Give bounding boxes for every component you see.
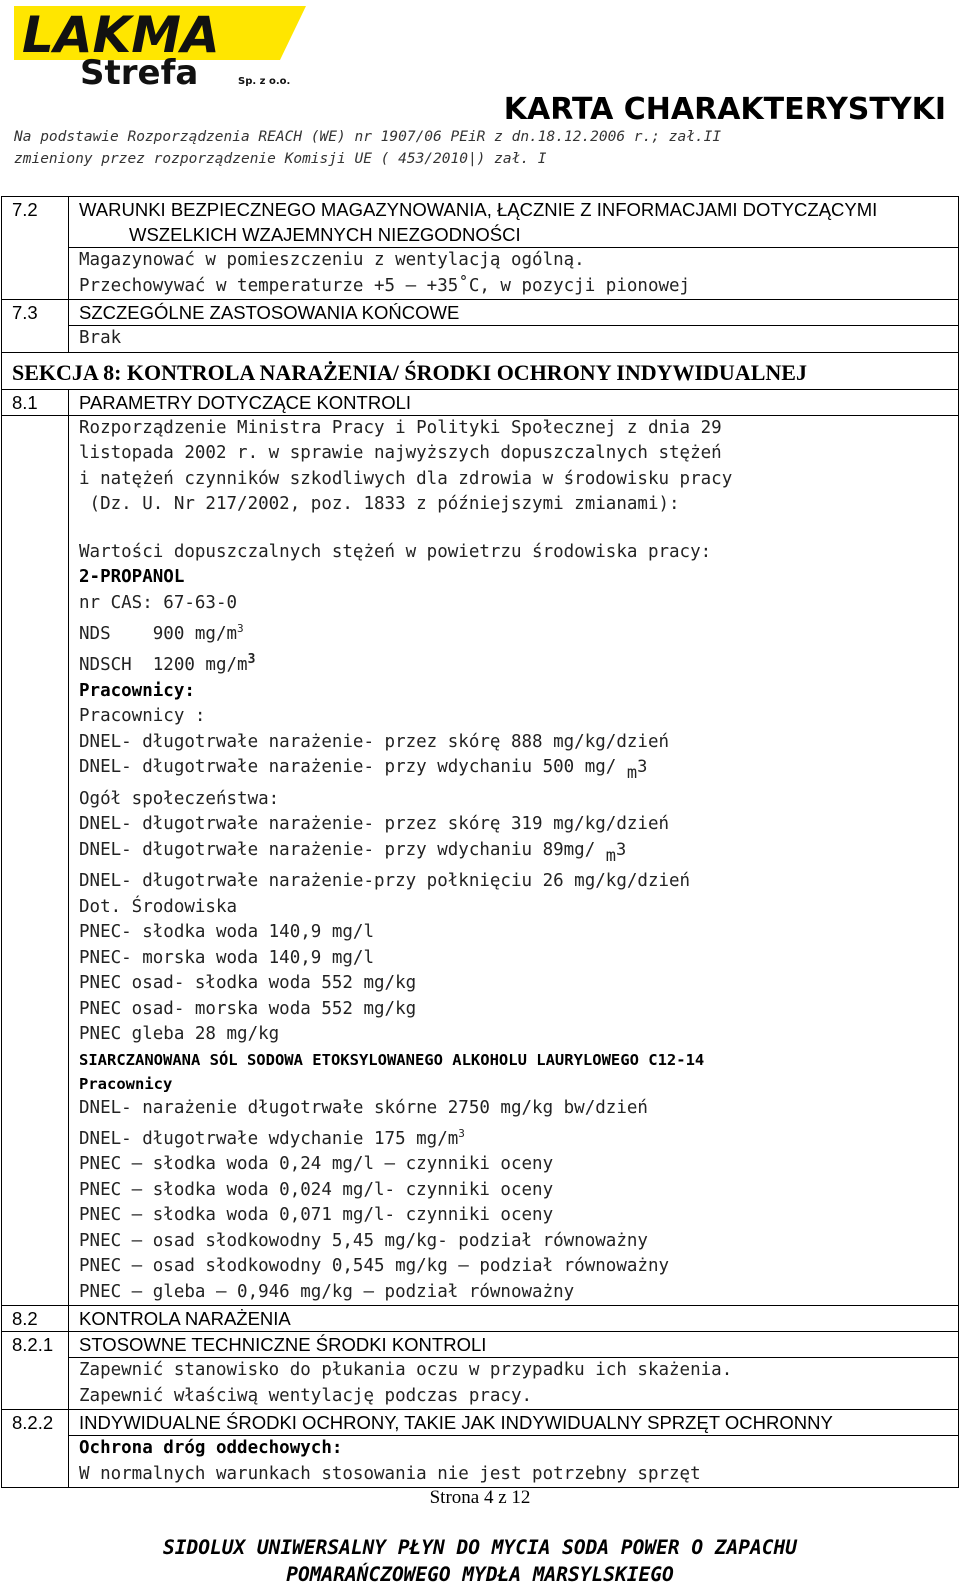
regulation-text-line: (Dz. U. Nr 217/2002, poz. 1833 z późniejszymi zmianami): (79, 494, 680, 514)
section-content (69, 415, 959, 1306)
section-content-8-2-2 (2, 1436, 959, 1488)
logo-sub-text: Strefa (80, 53, 199, 90)
nds-text: NDS 900 mg/m (79, 623, 238, 644)
regulation-text-line: i natężeń czynników szkodliwych dla zdrowia w środowisku pracy (79, 468, 733, 489)
section-content-8-1 (2, 415, 959, 1306)
environment-label: Dot. Środowiska (79, 896, 238, 917)
regulation-line-2: zmieniony przez rozporządzenie Komisji UE ( 453/2010|) zał. I (14, 151, 547, 167)
dnel-line: DNEL- narażenie długotrwałe skórne 2750 mg/kg bw/dzień (79, 1097, 648, 1118)
substance-name: SIARCZANOWANA SÓL SODOWA ETOKSYLOWANEGO ALKOHOLU LAURYLOWEGO C12-14 (79, 1050, 705, 1069)
section-row-8-2-2 (2, 1410, 959, 1436)
dnel-line (79, 838, 958, 864)
section-title: KONTROLA NARAŻENIA (69, 1306, 959, 1332)
section-title: STOSOWNE TECHNICZNE ŚRODKI KONTROLI (69, 1332, 959, 1358)
text-line: Brak (79, 328, 122, 348)
logo-brand-text: LAKMA (22, 6, 220, 64)
pnec-line: PNEC gleba 28 mg/kg (79, 1024, 280, 1045)
unit-text: m (605, 845, 617, 866)
safety-data-sheet-table (0, 196, 960, 1488)
ndsch-value (79, 647, 958, 678)
dnel-line (79, 755, 958, 784)
dnel-line: DNEL- długotrwałe narażenie-przy połknięciu 26 mg/kg/dzień (79, 871, 691, 892)
dnel-line (79, 1121, 958, 1152)
text-line: Zapewnić właściwą wentylację podczas pracy. (79, 1385, 533, 1406)
section-content (69, 326, 959, 353)
section-content-7-2 (2, 248, 959, 300)
ndsch-exponent: 3 (247, 652, 256, 668)
pnec-line: PNEC – gleba – 0,946 mg/kg – podział równoważny (79, 1281, 575, 1302)
section-number: 8.2 (2, 1306, 69, 1332)
workers-heading: Pracownicy (79, 1074, 173, 1093)
section-number: 8.2.2 (2, 1410, 69, 1488)
section-content-8-2-1 (2, 1358, 959, 1410)
section-content (69, 248, 959, 300)
unit-exponent: 3 (637, 757, 648, 778)
ndsch-text: NDSCH 1200 mg/m (79, 655, 248, 676)
section-row-8-2-1 (2, 1332, 959, 1358)
text-line: Zapewnić stanowisko do płukania oczu w przypadku ich skażenia. (79, 1360, 733, 1381)
section-number: 8.1 (2, 389, 69, 415)
section-content (69, 1358, 959, 1410)
subsection-heading: Ochrona dróg oddechowych: (79, 1438, 343, 1459)
dnel-text: DNEL- długotrwałe wdychanie 175 mg/m (79, 1128, 459, 1149)
section-content-7-3 (2, 326, 959, 353)
regulation-text-line: listopada 2002 r. w sprawie najwyższych dopuszczalnych stężeń (79, 443, 722, 463)
pnec-line: PNEC – słodka woda 0,24 mg/l – czynniki oceny (79, 1154, 554, 1175)
section-row-8-1 (2, 389, 959, 415)
company-logo (10, 2, 310, 90)
section-title-line: WARUNKI BEZPIECZNEGO MAGAZYNOWANIA, ŁĄCZNIE Z INFORMACJAMI DOTYCZĄCYMI (79, 199, 878, 220)
section-number: 8.2.1 (2, 1332, 69, 1410)
logo-suffix-text: Sp. z o.o. (238, 76, 291, 87)
substance-name: 2-PROPANOL (79, 567, 185, 587)
section-title-line: WSZELKICH WZAJEMNYCH NIEZGODNOŚCI (129, 224, 521, 245)
nds-intro: Wartości dopuszczalnych stężeń w powietrzu środowiska pracy: (79, 541, 712, 562)
unit-exponent: 3 (458, 1127, 465, 1141)
section-row-8-2 (2, 1306, 959, 1332)
text-line: W normalnych warunkach stosowania nie jest potrzebny sprzęt (79, 1463, 701, 1484)
document-title: KARTA CHARAKTERYSTYKI (503, 92, 946, 127)
page-number: Strona 4 z 12 (429, 1487, 531, 1508)
dnel-line: DNEL- długotrwałe narażenie- przez skórę 319 mg/kg/dzień (79, 814, 670, 835)
text-line: Magazynować w pomieszczeniu z wentylacją ogólną. (79, 250, 585, 270)
section-8-heading-row (2, 352, 959, 389)
unit-text: m (626, 763, 638, 784)
regulation-text-line: Rozporządzenie Ministra Pracy i Polityki Społecznej z dnia 29 (79, 417, 722, 438)
dnel-text: DNEL- długotrwałe narażenie- przy wdychaniu 89mg/ (79, 839, 606, 860)
section-title (69, 197, 959, 248)
text-line: Przechowywać w temperaturze +5 – +35˚C, w pozycji pionowej (79, 275, 691, 296)
section-title: INDYWIDUALNE ŚRODKI OCHRONY, TAKIE JAK INDYWIDUALNY SPRZĘT OCHRONNY (69, 1410, 959, 1436)
workers-label: Pracownicy : (79, 706, 206, 727)
pnec-line: PNEC – słodka woda 0,024 mg/l- czynniki oceny (79, 1179, 554, 1200)
pnec-line: PNEC osad- słodka woda 552 mg/kg (79, 973, 417, 994)
unit-exponent: 3 (616, 839, 627, 860)
public-label: Ogół społeczeństwa: (79, 788, 280, 809)
dnel-text: DNEL- długotrwałe narażenie- przy wdychaniu 500 mg/ (79, 757, 627, 778)
section-title: PARAMETRY DOTYCZĄCE KONTROLI (69, 389, 959, 415)
nds-exponent: 3 (237, 622, 244, 635)
workers-heading: Pracownicy: (79, 680, 195, 701)
pnec-line: PNEC osad- morska woda 552 mg/kg (79, 998, 417, 1019)
pnec-line: PNEC – słodka woda 0,071 mg/l- czynniki oceny (79, 1205, 554, 1226)
section-row-7-2 (2, 197, 959, 248)
product-name-line-2: POMARAŃCZOWEGO MYDŁA MARSYLSKIEGO (286, 1563, 674, 1586)
pnec-line: PNEC – osad słodkowodny 5,45 mg/kg- podział równoważny (79, 1230, 648, 1251)
pnec-line: PNEC- słodka woda 140,9 mg/l (79, 922, 375, 943)
regulation-line-1: Na podstawie Rozporządzenia REACH (WE) nr 1907/06 PEiR z dn.18.12.2006 r.; zał.II (14, 129, 722, 145)
section-row-7-3 (2, 300, 959, 326)
pnec-line: PNEC- morska woda 140,9 mg/l (79, 947, 375, 968)
section-number: 7.2 (2, 197, 69, 300)
cas-number: nr CAS: 67-63-0 (79, 592, 238, 613)
section-title: SZCZEGÓLNE ZASTOSOWANIA KOŃCOWE (69, 300, 959, 326)
product-name-line-1: SIDOLUX UNIWERSALNY PŁYN DO MYCIA SODA POWER O ZAPACHU (163, 1536, 797, 1559)
section-number: 7.3 (2, 300, 69, 353)
section-content (69, 1436, 959, 1488)
nds-value (79, 616, 958, 647)
dnel-line: DNEL- długotrwałe narażenie- przez skórę 888 mg/kg/dzień (79, 731, 670, 752)
pnec-line: PNEC – osad słodkowodny 0,545 mg/kg – podział równoważny (79, 1256, 670, 1277)
number-spacer (2, 415, 69, 1306)
section-8-heading: SEKCJA 8: KONTROLA NARAŻENIA/ ŚRODKI OCHRONY INDYWIDUALNEJ (2, 352, 959, 389)
